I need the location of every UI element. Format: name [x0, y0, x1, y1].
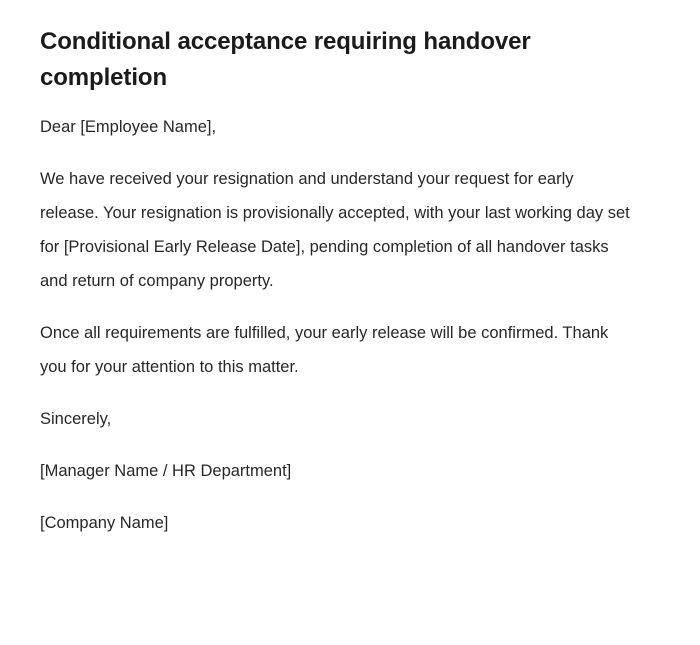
signature-company: [Company Name]: [40, 514, 169, 532]
body-paragraph-2: Once all requirements are fulfilled, your early release will be confirmed. Thank you for your attention to this matter.: [40, 324, 609, 376]
salutation-paragraph: Dear [Employee Name],: [40, 118, 217, 136]
body-paragraph-1: We have received your resignation and understand your request for early release. Your resignation is provisionally accepted, with your last working day set for [Provisional Early Release Date], pending completion of all handover tasks and return of company property.: [40, 170, 630, 290]
closing-paragraph: Sincerely,: [40, 410, 112, 428]
signature-name: [Manager Name / HR Department]: [40, 462, 292, 480]
page-title: Conditional acceptance requiring handover completion: [40, 28, 531, 91]
